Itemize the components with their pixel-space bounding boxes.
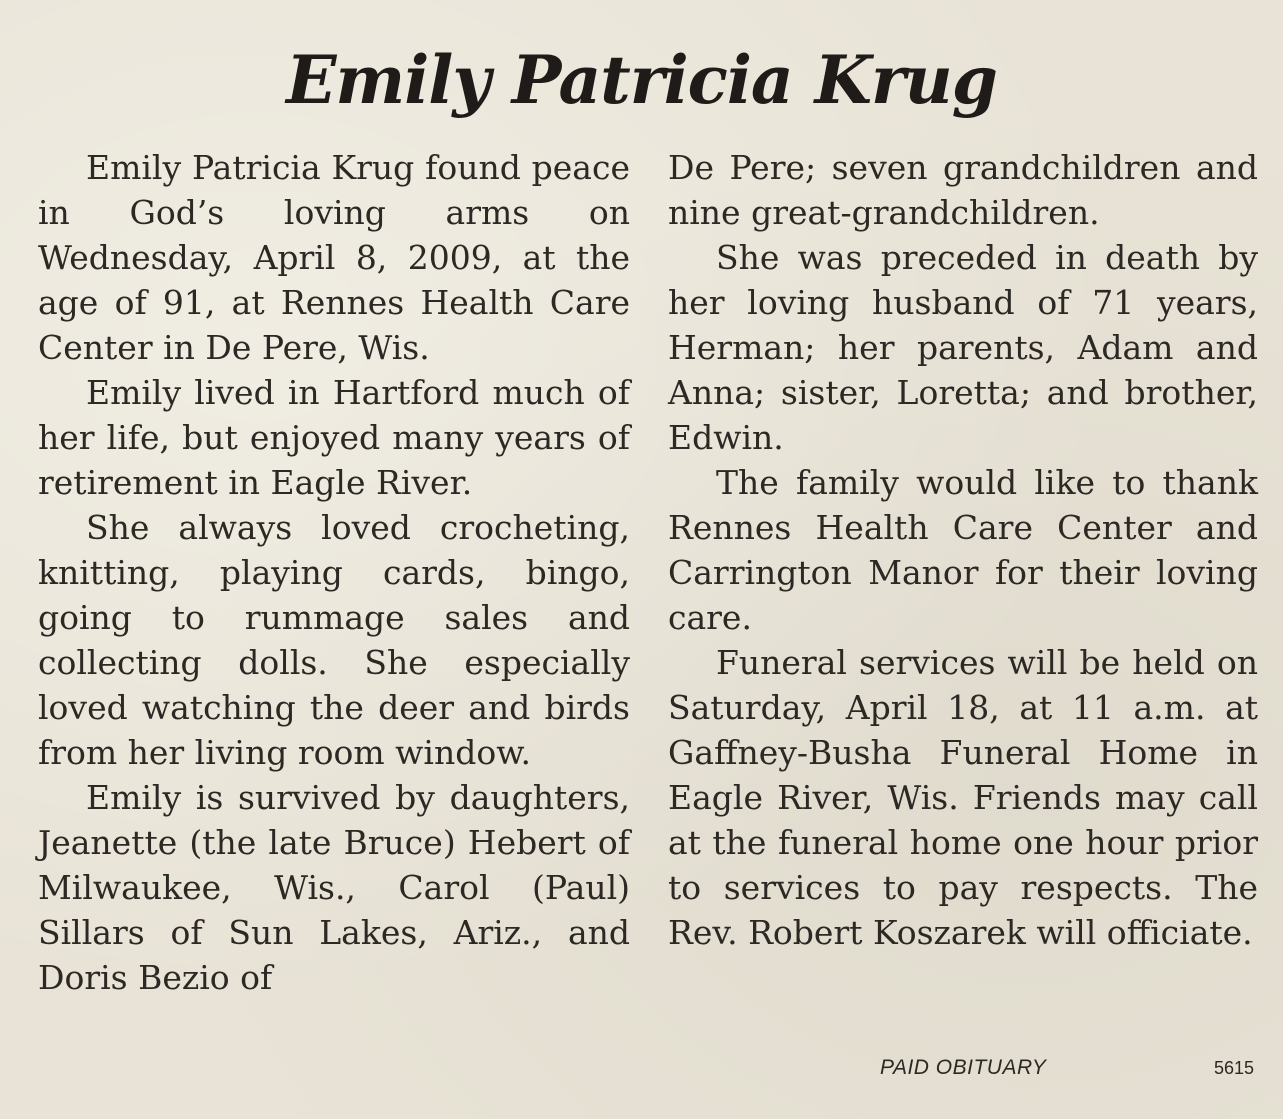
- left-column: [38, 145, 630, 1000]
- ad-code: 5615: [1214, 1058, 1255, 1078]
- paragraph-residence: Emily lived in Hartford much of her life, but enjoyed many years of retirement in Eagle River.: [38, 373, 630, 502]
- paragraph-thanks: The family would like to thank Rennes Health Care Center and Carrington Manor for their loving care.: [668, 463, 1258, 637]
- paragraph-hobbies: She always loved crocheting, knitting, playing cards, bingo, going to rummage sales and collecting dolls. She especially loved watching the deer and birds from her living room window.: [38, 508, 630, 772]
- paragraph-survived-by-continued: De Pere; seven grandchildren and nine great-grandchildren.: [668, 148, 1258, 232]
- paragraph-intro: Emily Patricia Krug found peace in God’s loving arms on Wednesday, April 8, 2009, at the age of 91, at Rennes Health Care Center in De Pere, Wis.: [38, 148, 630, 367]
- paragraph-survived-by: Emily is survived by daughters, Jeanette (the late Bruce) Hebert of Milwaukee, Wis., Carol (Paul) Sillars of Sun Lakes, Ariz., and Doris Bezio of: [38, 778, 630, 997]
- paid-obituary-label: PAID OBITUARY: [880, 1056, 1047, 1079]
- right-column: [668, 145, 1258, 955]
- paragraph-funeral-services: Funeral services will be held on Saturday, April 18, at 11 a.m. at Gaffney-Busha Funeral Home in Eagle River, Wis. Friends may call at the funeral home one hour prior to services to pay respects. The Rev. Robert Koszarek will officiate.: [668, 643, 1258, 952]
- paragraph-preceded-in-death: She was preceded in death by her loving husband of 71 years, Herman; her parents, Adam and Anna; sister, Loretta; and brother, Edwin.: [668, 238, 1258, 457]
- obituary-title: Emily Patricia Krug: [286, 41, 997, 119]
